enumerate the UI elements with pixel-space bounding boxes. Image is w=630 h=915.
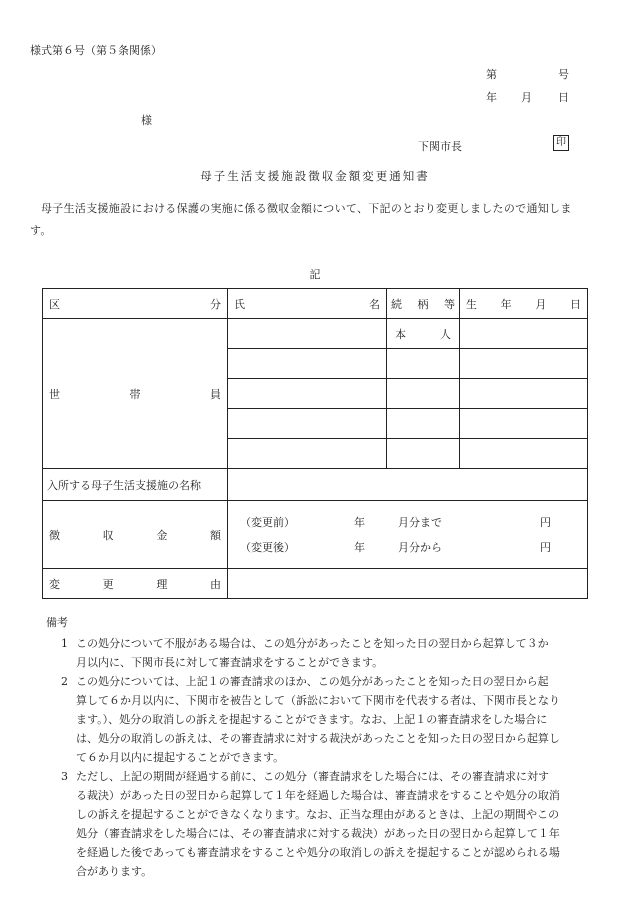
member-relation-cell[interactable] <box>387 379 460 409</box>
member-birth-cell[interactable] <box>460 379 588 409</box>
household-label: 世 帯 員 <box>43 319 228 469</box>
header-birthdate: 生 年 月 日 <box>460 289 588 319</box>
fee-label: 徴 収 金 額 <box>43 501 228 569</box>
document-title: 母子生活支援施設徴収金額変更通知書 <box>200 169 430 183</box>
note-item: 1 この処分について不服がある場合は、この処分があったことを知った日の翌日から起算して３か 月以内に、下関市長に対して審査請求をすることができます。 <box>61 637 549 669</box>
fee-before-month: 月分まで <box>398 515 442 529</box>
reason-label: 変 更 理 由 <box>43 569 228 599</box>
addressee-suffix: 様 <box>141 114 152 127</box>
header-name: 氏 名 <box>228 289 387 319</box>
fee-before-yen: 円 <box>540 515 551 529</box>
facility-label: 入所する母子生活支援施の名称 <box>43 469 228 501</box>
form-number: 様式第６号（第５条関係） <box>30 44 162 57</box>
facility-row <box>43 469 588 501</box>
fee-row <box>43 501 588 569</box>
notes-list <box>46 634 598 881</box>
member-name-cell[interactable] <box>228 409 387 439</box>
fee-after-yen: 円 <box>540 540 551 554</box>
date-day: 日 <box>558 91 569 104</box>
header-relation: 続 柄 等 <box>387 289 460 319</box>
table-row <box>43 319 588 349</box>
fee-after-label: （変更後） <box>240 540 295 554</box>
fee-detail-cell <box>228 501 588 569</box>
note-item: 3 ただし、上記の期間が経過する前に、この処分（審査請求をした場合には、その審査請求に対す る裁決）があった日の翌日から起算して１年を経過した場合は、審査請求をすることや処分の取消 しの訴えを提起することができなくなります。なお、正当な理由があるときは、上記の期間やこの 処分（審査請求をした場合には、その審査請求に対する裁決）があった日の翌日から起算して１年 を経過した後であっても審査請求をすることや処分の取消しの訴えを提起することが認められる場 合があります。 <box>61 770 560 878</box>
issuer: 下関市長 <box>418 140 462 153</box>
header-category: 区 分 <box>43 289 228 319</box>
member-birth-cell[interactable] <box>460 349 588 379</box>
reason-cell[interactable] <box>228 569 588 599</box>
member-relation-cell[interactable] <box>387 409 460 439</box>
ki-heading: 記 <box>309 268 321 281</box>
fee-before-year: 年 <box>354 515 365 529</box>
member-birth-cell[interactable] <box>460 439 588 469</box>
member-name-cell[interactable] <box>228 439 387 469</box>
note-item: 2 この処分については、上記１の審査請求のほか、この処分があったことを知った日の翌日から起 算して６か月以内に、下関市を被告として（訴訟において下関市を代表する者は、下関市長となり ます。）、処分の取消しの訴えを提起することができます。なお、上記１の審査請求をした場合に は、処分の取消しの訴えは、その審査請求に対する裁決があったことを知った日の翌日から起算し て６か月以内に提起することができます。 <box>61 675 560 764</box>
member-relation-cell[interactable] <box>387 439 460 469</box>
body-text: 母子生活支援施設における保護の実施に係る徴収金額について、下記のとおり変更しましたので通知します。 <box>30 202 572 237</box>
fee-table <box>42 288 588 599</box>
member-name-cell[interactable] <box>228 349 387 379</box>
doc-number-prefix: 第 <box>486 68 497 81</box>
seal-mark: 印 <box>553 135 569 151</box>
date-month: 月 <box>521 91 532 104</box>
doc-number-suffix: 号 <box>558 68 569 81</box>
self-label: 本 人 <box>387 319 460 349</box>
notes-title: 備考 <box>46 616 68 629</box>
member-birth-cell[interactable] <box>460 319 588 349</box>
date-year: 年 <box>486 91 497 104</box>
member-name-cell[interactable] <box>228 319 387 349</box>
facility-name-cell[interactable] <box>228 469 588 501</box>
member-birth-cell[interactable] <box>460 409 588 439</box>
reason-row <box>43 569 588 599</box>
fee-after-month: 月分から <box>398 540 442 554</box>
member-relation-cell[interactable] <box>387 349 460 379</box>
member-name-cell[interactable] <box>228 379 387 409</box>
fee-after-year: 年 <box>354 540 365 554</box>
fee-before-label: （変更前） <box>240 515 295 529</box>
table-header-row <box>43 289 588 319</box>
